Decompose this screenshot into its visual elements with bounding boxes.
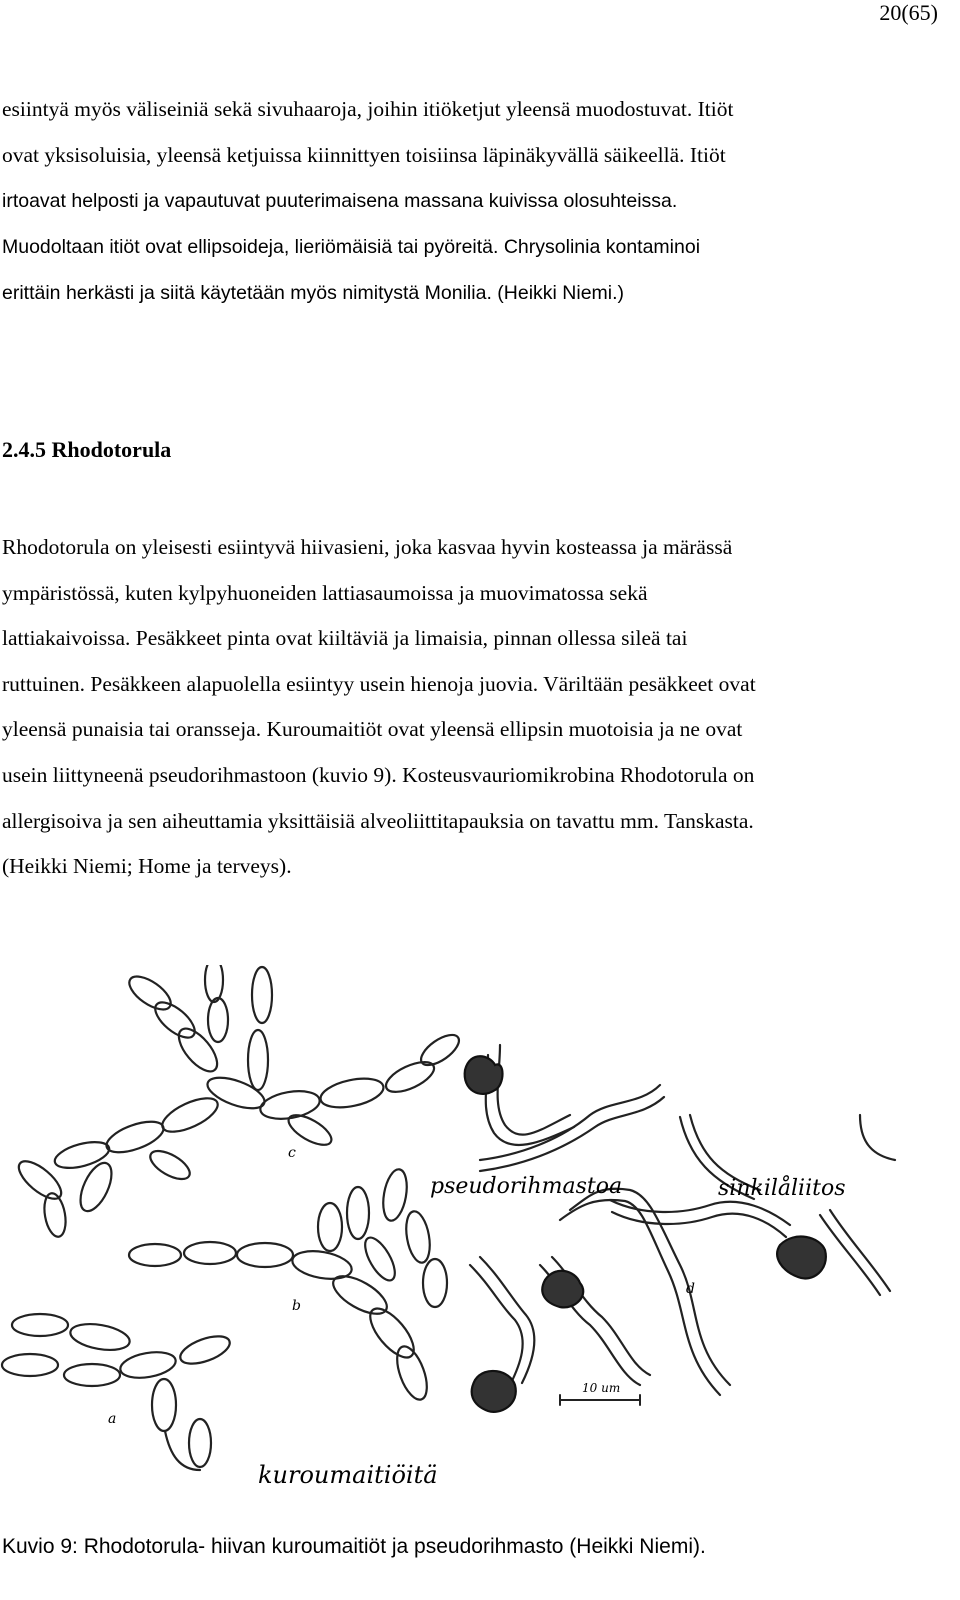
label-pseudorihmastoa: pseudorihmastoa <box>430 1174 623 1199</box>
text-line: Muodoltaan itiöt ovat ellipsoideja, lieriömäisiä tai pyöreitä. Chrysolinia kontaminoi <box>2 236 701 258</box>
label-scale: 10 um <box>582 1381 621 1395</box>
text-line: ruttuinen. Pesäkkeen alapuolella esiintyy usein hienoja juovia. Väriltään pesäkkeet ovat <box>2 671 756 696</box>
figure-rhodotorula-drawing <box>0 965 940 1535</box>
page-number: 20(65) <box>879 0 938 25</box>
label-kuroumaitioita: kuroumaitiöitä <box>258 1461 438 1489</box>
section-heading: 2.4.5 Rhodotorula <box>2 437 172 462</box>
label-sinkilaliitos: sinkilåliitos <box>718 1176 846 1201</box>
label-d: d <box>686 1281 695 1297</box>
text-line: Rhodotorula on yleisesti esiintyvä hiivasieni, joka kasvaa hyvin kosteassa ja märässä <box>2 535 733 559</box>
text-line: usein liittyneenä pseudorihmastoon (kuvio 9). Kosteusvauriomikrobina Rhodotorula on <box>2 762 755 787</box>
text-line: erittäin herkästi ja siitä käytetään myös nimitystä Monilia. (Heikki Niemi.) <box>2 282 625 304</box>
figure-caption: Kuvio 9: Rhodotorula- hiivan kuroumaitiöt ja pseudorihmasto (Heikki Niemi). <box>2 1535 706 1558</box>
text-line: yleensä punaisia tai oransseja. Kuroumaitiöt ovat yleensä ellipsin muotoisia ja ne ovat <box>2 717 743 742</box>
label-a: a <box>108 1411 117 1427</box>
text-line: allergisoiva ja sen aiheuttamia yksittäisiä alveoliittitapauksia on tavattu mm. Tanskasta. <box>2 808 754 833</box>
label-b: b <box>292 1298 301 1314</box>
text-line: ympäristössä, kuten kylpyhuoneiden lattiasaumoissa ja muovimatossa sekä <box>2 580 648 605</box>
label-c: c <box>288 1145 296 1161</box>
text-line: (Heikki Niemi; Home ja terveys). <box>2 854 292 879</box>
text-line: ovat yksisoluisia, yleensä ketjuissa kiinnittyen toisiinsa läpinäkyvällä säikeellä. Itiöt <box>2 143 726 167</box>
paragraph-rhodotorula <box>2 525 942 890</box>
hyphae-illustration <box>0 965 940 1535</box>
text-line: irtoavat helposti ja vapautuvat puuterimaisena massana kuivissa olosuhteissa. <box>2 190 678 212</box>
text-line: esiintyä myös väliseiniä sekä sivuhaaroja, joihin itiöketjut yleensä muodostuvat. Itiöt <box>2 97 734 121</box>
paragraph-chrysolinia <box>2 86 942 316</box>
text-line: lattiakaivoissa. Pesäkkeet pinta ovat kiiltäviä ja limaisia, pinnan ollessa sileä tai <box>2 626 688 651</box>
figure-labels <box>108 1145 846 1489</box>
cell-outlines <box>2 965 895 1470</box>
